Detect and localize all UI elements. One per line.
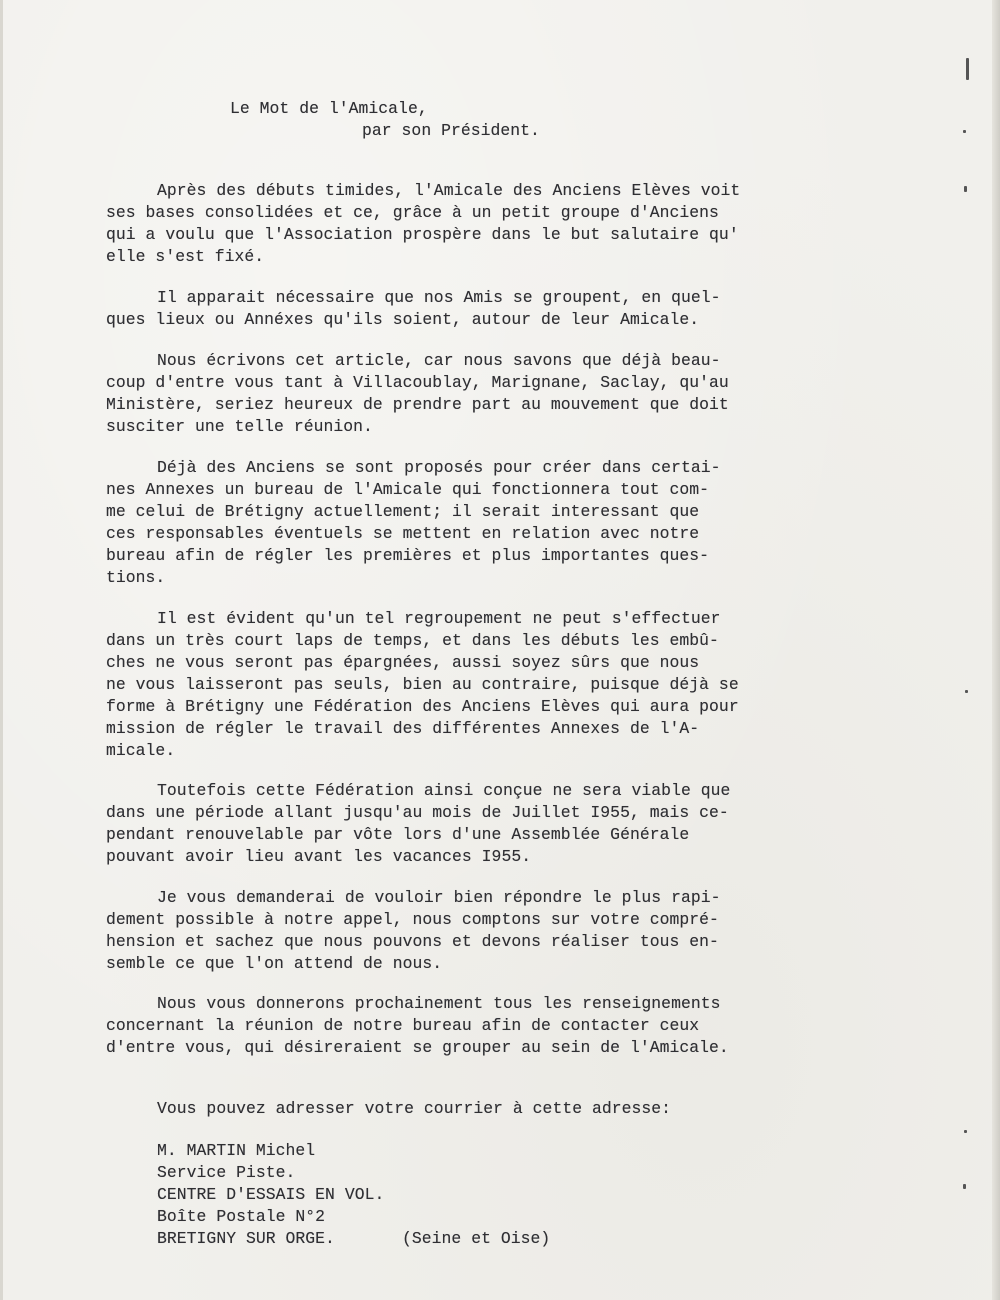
punch-mark [963, 130, 966, 133]
heading-line-1: Le Mot de l'Amicale, [230, 99, 428, 118]
paragraph-line: ne vous laisseront pas seuls, bien au contraire, puisque déjà se [106, 675, 739, 694]
paragraph-line: mission de régler le travail des différentes Annexes de l'A- [106, 719, 700, 738]
paragraph-line: Après des débuts timides, l'Amicale des Anciens Elèves voit [157, 181, 741, 200]
paragraph-line: Nous vous donnerons prochainement tous les renseignements [157, 994, 721, 1013]
paragraph-line: coup d'entre vous tant à Villacoublay, Marignane, Saclay, qu'au [106, 373, 729, 392]
address-box: Boîte Postale N°2 [157, 1207, 326, 1226]
paragraph-line: ces responsables éventuels se mettent en relation avec notre [106, 524, 700, 543]
paragraph-line: dans une période allant jusqu'au mois de Juillet I955, mais ce- [106, 803, 729, 822]
paragraph-line: bureau afin de régler les premières et plus importantes ques- [106, 546, 710, 565]
address-intro: Vous pouvez adresser votre courrier à cette adresse: [157, 1099, 672, 1118]
paragraph-line: pendant renouvelable par vôte lors d'une Assemblée Générale [106, 825, 690, 844]
paragraph-line: ques lieux ou Annéxes qu'ils soient, autour de leur Amicale. [106, 310, 700, 329]
paragraph-line: semble ce que l'on attend de nous. [106, 954, 443, 973]
paragraph-line: Ministère, seriez heureux de prendre part au mouvement que doit [106, 395, 729, 414]
paragraph-line: elle s'est fixé. [106, 247, 265, 266]
punch-mark [964, 186, 967, 192]
paragraph-line: hension et sachez que nous pouvons et devons réaliser tous en- [106, 932, 719, 951]
page-right-edge [992, 0, 1000, 1300]
address-service: Service Piste. [157, 1163, 296, 1182]
punch-mark [964, 1130, 967, 1133]
paragraph-line: tions. [106, 568, 166, 587]
paragraph-line: d'entre vous, qui désireraient se grouper au sein de l'Amicale. [106, 1038, 729, 1057]
paragraph-line: qui a voulu que l'Association prospère dans le but salutaire qu' [106, 225, 739, 244]
paragraph-line: dans un très court laps de temps, et dans les débuts les embû- [106, 631, 719, 650]
paragraph-line: Il est évident qu'un tel regroupement ne peut s'effectuer [157, 609, 721, 628]
paragraph-line: me celui de Brétigny actuellement; il serait interessant que [106, 502, 700, 521]
address-city: BRETIGNY SUR ORGE. [157, 1229, 335, 1248]
paragraph-line: nes Annexes un bureau de l'Amicale qui fonctionnera tout com- [106, 480, 710, 499]
paragraph-line: Déjà des Anciens se sont proposés pour créer dans certai- [157, 458, 721, 477]
paragraph-line: Il apparait nécessaire que nos Amis se groupent, en quel- [157, 288, 721, 307]
page-left-edge [0, 0, 3, 1300]
paragraph-line: dement possible à notre appel, nous comptons sur votre compré- [106, 910, 719, 929]
paragraph-line: susciter une telle réunion. [106, 417, 373, 436]
paragraph-line: micale. [106, 741, 176, 760]
paragraph-line: Je vous demanderai de vouloir bien répondre le plus rapi- [157, 888, 721, 907]
heading-line-2: par son Président. [362, 121, 540, 140]
paragraph-line: Toutefois cette Fédération ainsi conçue ne sera viable que [157, 781, 731, 800]
paragraph-line: ses bases consolidées et ce, grâce à un petit groupe d'Anciens [106, 203, 719, 222]
punch-mark [963, 1184, 966, 1189]
punch-mark [965, 690, 968, 693]
paragraph-line: ches ne vous seront pas épargnées, aussi soyez sûrs que nous [106, 653, 700, 672]
paragraph-line: forme à Brétigny une Fédération des Anciens Elèves qui aura pour [106, 697, 739, 716]
paragraph-line: pouvant avoir lieu avant les vacances I955. [106, 847, 532, 866]
address-name: M. MARTIN Michel [157, 1141, 316, 1160]
paragraph-line: concernant la réunion de notre bureau afin de contacter ceux [106, 1016, 700, 1035]
punch-mark [966, 58, 969, 80]
address-centre: CENTRE D'ESSAIS EN VOL. [157, 1185, 385, 1204]
address-region: (Seine et Oise) [402, 1229, 551, 1248]
paragraph-line: Nous écrivons cet article, car nous savons que déjà beau- [157, 351, 721, 370]
